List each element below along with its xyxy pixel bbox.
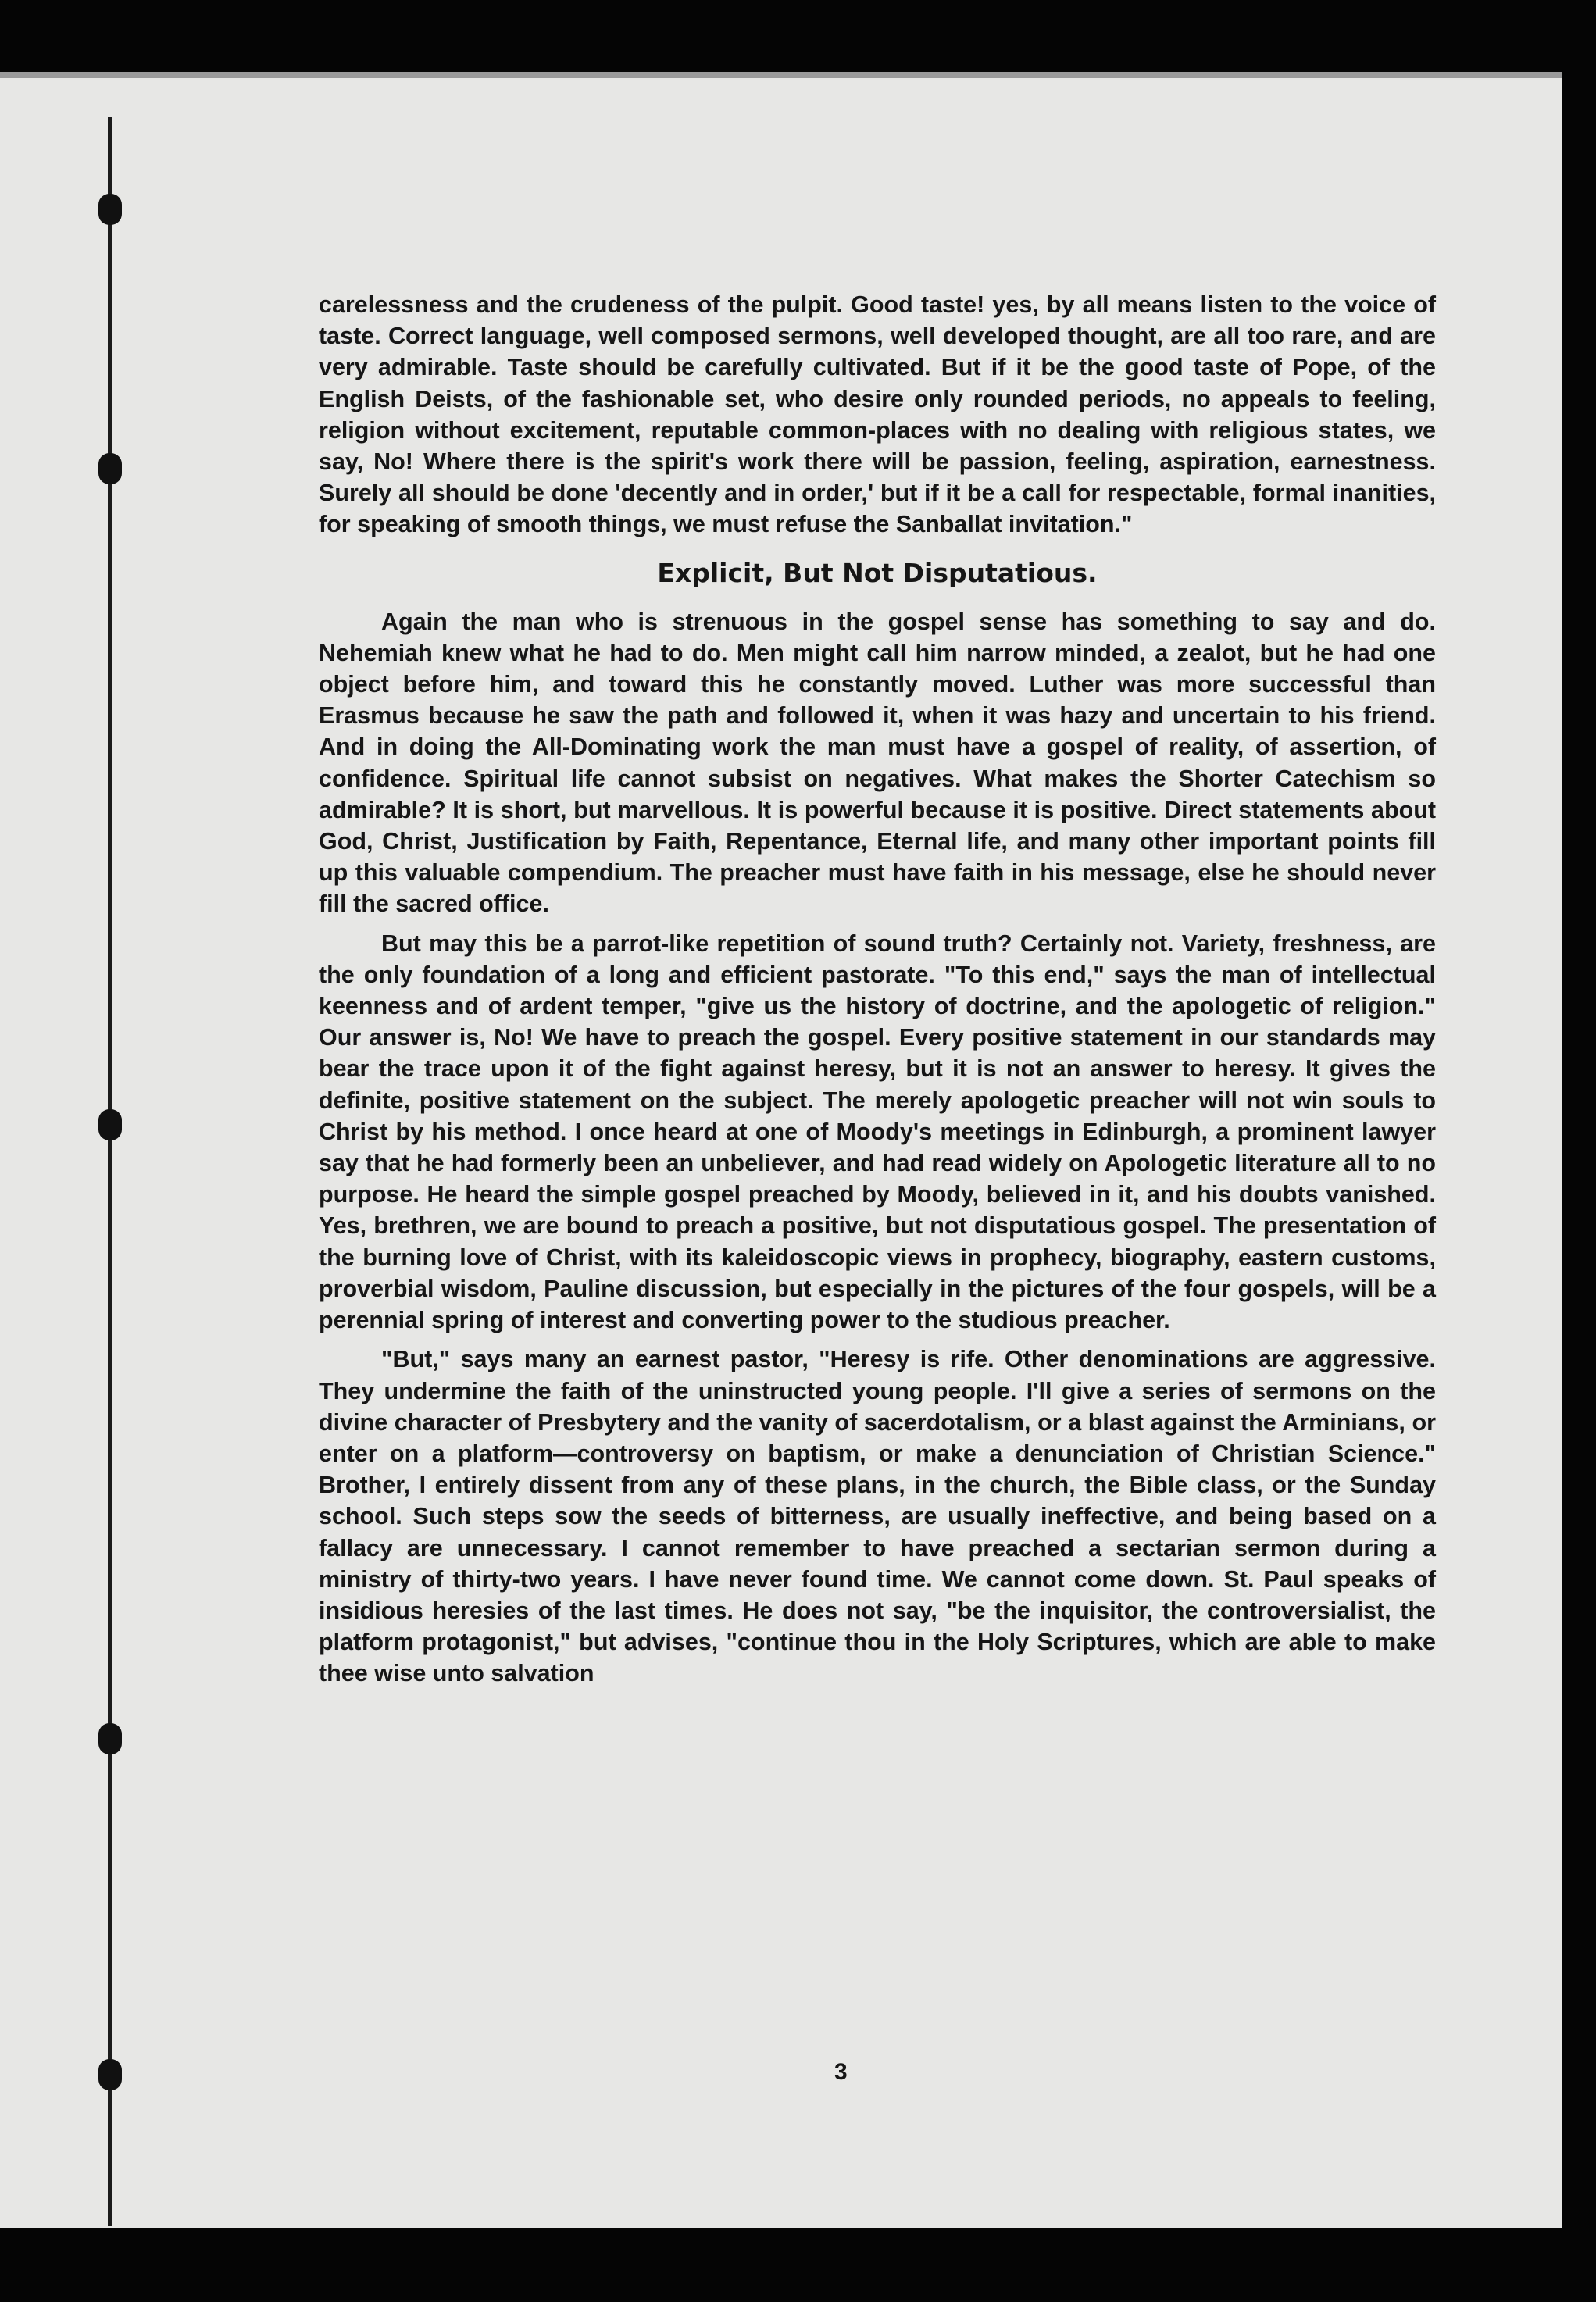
binding-staple — [98, 453, 122, 484]
binding-edge — [108, 117, 112, 2226]
page-number: 3 — [834, 2059, 848, 2085]
binding-staple — [98, 2059, 122, 2090]
binding-staple — [98, 1723, 122, 1754]
page-text — [319, 289, 1436, 1697]
binding-staple — [98, 1109, 122, 1140]
binding-staple — [98, 194, 122, 225]
paragraph: But may this be a parrot-like repetition of sound truth? Certainly not. Variety, freshness, are the only foundation of a long and efficient pastorate. "To this end," says the man of intellectual keenness and of ardent temper, "give us the history of doctrine, and the apologetic of religion." Our answer is, No! We have to preach the gospel. Every positive statement in our standards may bear the trace upon it of the fight against heresy, but it is not an answer to heresy. It gives the definite, positive statement on the subject. The merely apologetic preacher will not win souls to Christ by his method. I once heard at one of Moody's meetings in Edinburgh, a prominent lawyer say that he had formerly been an unbeliever, and had read widely on Apologetic literature all to no purpose. He heard the simple gospel preached by Moody, believed in it, and his doubts vanished. Yes, brethren, we are bound to preach a positive, but not disputatious gospel. The presentation of the burning love of Christ, with its kaleidoscopic views in prophecy, biography, eastern customs, proverbial wisdom, Pauline discussion, but especially in the pictures of the four gospels, will be a perennial spring of interest and converting power to the studious preacher. — [319, 930, 1436, 1334]
paragraph: Again the man who is strenuous in the gospel sense has something to say and do. Nehemiah knew what he had to do. Men might call him narrow minded, a zealot, but he had one object before him, and toward this he constantly moved. Luther was more successful than Erasmus because he saw the path and followed it, when it was hazy and uncertain to his friend. And in doing the All-Dominating work the man must have a gospel of reality, of assertion, of confidence. Spiritual life cannot subsist on negatives. What makes the Shorter Catechism so admirable? It is short, but marvellous. It is powerful because it is positive. Direct statements about God, Christ, Justification by Faith, Repentance, Eternal life, and many other important points fill up this valuable compendium. The preacher must have faith in his message, else he should never fill the sacred office. — [319, 608, 1436, 918]
paragraph: carelessness and the crudeness of the pulpit. Good taste! yes, by all means listen to the voice of taste. Correct language, well composed sermons, well developed thought, are all too rare, and are very admirable. Taste should be carefully cultivated. But if it be the good taste of Pope, of the English Deists, of the fashionable set, who desire only rounded periods, no appeals to feeling, religion without excitement, reputable common-places with no dealing with religious states, we say, No! Where there is the spirit's work there will be passion, feeling, aspiration, earnestness. Surely all should be done 'decently and in order,' but if it be a call for respectable, formal inanities, for speaking of smooth things, we must refuse the Sanballat invitation." — [319, 291, 1436, 538]
paragraph: "But," says many an earnest pastor, "Heresy is rife. Other denominations are aggressive. They undermine the faith of the uninstructed young people. I'll give a series of sermons on the divine character of Presbytery and the vanity of sacerdotalism, or a blast against the Arminians, or enter on a platform—controversy on baptism, or make a denunciation of Christian Science." Brother, I entirely dissent from any of these plans, in the church, the Bible class, or the Sunday school. Such steps sow the seeds of bitterness, are usually ineffective, and being based on a fallacy are unnecessary. I cannot remember to have preached a sectarian sermon during a ministry of thirty-two years. I have never found time. We cannot come down. St. Paul speaks of insidious heresies of the last times. He does not say, "be the inquisitor, the controversialist, the platform protagonist," but advises, "continue thou in the Holy Scriptures, which are able to make thee wise unto salvation — [319, 1346, 1436, 1687]
section-heading: Explicit, But Not Disputatious. — [657, 557, 1098, 588]
